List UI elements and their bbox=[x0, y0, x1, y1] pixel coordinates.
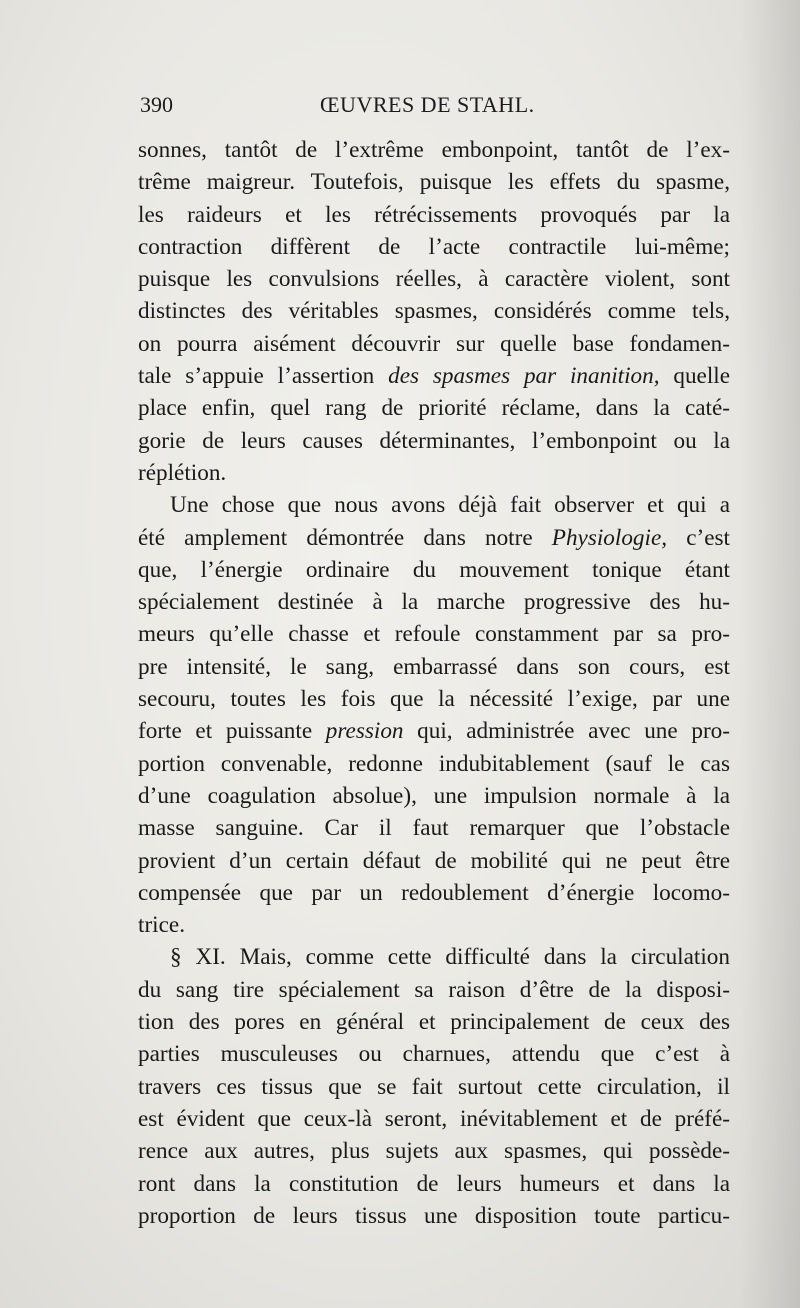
text-line bbox=[138, 360, 730, 392]
section-paragraph bbox=[138, 941, 730, 1232]
text-line: d’une coagulation absolue), une impulsion normale à la bbox=[138, 782, 730, 809]
page-number: 390 bbox=[140, 92, 173, 117]
page-header bbox=[140, 92, 730, 126]
italic-phrase: Physiologie, bbox=[551, 524, 668, 551]
text-line: pre intensité, le sang, embarrassé dans son cours, est bbox=[138, 653, 730, 680]
text-line bbox=[138, 522, 730, 554]
text-line: que, l’énergie ordinaire du mouvement tonique étant bbox=[138, 556, 730, 583]
text-line: puisque les convulsions réelles, à caractère violent, sont bbox=[138, 266, 730, 293]
italic-phrase: pression bbox=[325, 718, 404, 745]
text-segment: tale s’appuie l’assertion bbox=[138, 363, 389, 390]
section-heading-line: § XI. Mais, comme cette difficulté dans la circulation bbox=[170, 944, 730, 971]
text-line: ront dans la constitution de leurs humeurs et dans la bbox=[138, 1170, 730, 1197]
text-line: sonnes, tantôt de l’extrême embonpoint, tantôt de l’ex- bbox=[138, 137, 730, 163]
text-line bbox=[138, 715, 730, 747]
text-line: spécialement destinée à la marche progressive des hu- bbox=[138, 589, 730, 616]
text-line: masse sanguine. Car il faut remarquer que l’obstacle bbox=[138, 815, 730, 842]
text-line: les raideurs et les rétrécissements provoqués par la bbox=[138, 201, 730, 228]
text-segment: été amplement démontrée dans notre bbox=[138, 524, 552, 551]
text-line: provient d’un certain défaut de mobilité qui ne peut être bbox=[138, 847, 730, 874]
text-segment: c’est bbox=[667, 524, 730, 551]
text-line: parties musculeuses ou charnues, attendu que c’est à bbox=[138, 1041, 730, 1068]
paragraph-continuation bbox=[138, 134, 730, 489]
text-line: rence aux autres, plus sujets aux spasmes, qui possède- bbox=[138, 1138, 730, 1165]
italic-phrase: des spasmes par inanition, bbox=[388, 363, 660, 390]
text-line: on pourra aisément découvrir sur quelle base fondamen- bbox=[138, 330, 730, 357]
text-line: tion des pores en général et principalement de ceux des bbox=[138, 1009, 730, 1036]
page-edge-shadow bbox=[740, 0, 800, 1308]
text-line: réplétion. bbox=[138, 459, 227, 486]
text-line: du sang tire spécialement sa raison d’être de la disposi- bbox=[138, 976, 730, 1003]
text-line: portion convenable, redonne indubitablement (sauf le cas bbox=[138, 750, 730, 777]
text-line: compensée que par un redoublement d’énergie locomo- bbox=[138, 879, 730, 906]
text-line: proportion de leurs tissus une disposition toute particu- bbox=[138, 1202, 730, 1229]
text-line: trice. bbox=[138, 912, 185, 939]
text-line: travers ces tissus que se fait surtout cette circulation, il bbox=[138, 1073, 730, 1100]
text-line: meurs qu’elle chasse et refoule constamment par sa pro- bbox=[138, 621, 730, 648]
text-line: contraction diffèrent de l’acte contractile lui-même; bbox=[138, 233, 730, 260]
text-line: Une chose que nous avons déjà fait observer et qui a bbox=[170, 492, 730, 519]
text-line: place enfin, quel rang de priorité réclame, dans la caté- bbox=[138, 395, 730, 422]
text-segment: forte et puissante bbox=[138, 718, 326, 745]
paragraph bbox=[138, 489, 730, 941]
text-segment: qui, administrée avec une pro- bbox=[403, 718, 730, 745]
running-title: ŒUVRES DE STAHL. bbox=[320, 92, 535, 117]
text-line: secouru, toutes les fois que la nécessité l’exige, par une bbox=[138, 686, 730, 713]
text-line: trême maigreur. Toutefois, puisque les effets du spasme, bbox=[138, 169, 730, 196]
text-segment: quelle bbox=[659, 363, 731, 390]
text-line: est évident que ceux-là seront, inévitablement et de préfé- bbox=[138, 1105, 730, 1132]
body-text bbox=[138, 134, 730, 1232]
text-line: gorie de leurs causes déterminantes, l’embonpoint ou la bbox=[138, 427, 730, 454]
text-line: distinctes des véritables spasmes, considérés comme tels, bbox=[138, 298, 730, 325]
